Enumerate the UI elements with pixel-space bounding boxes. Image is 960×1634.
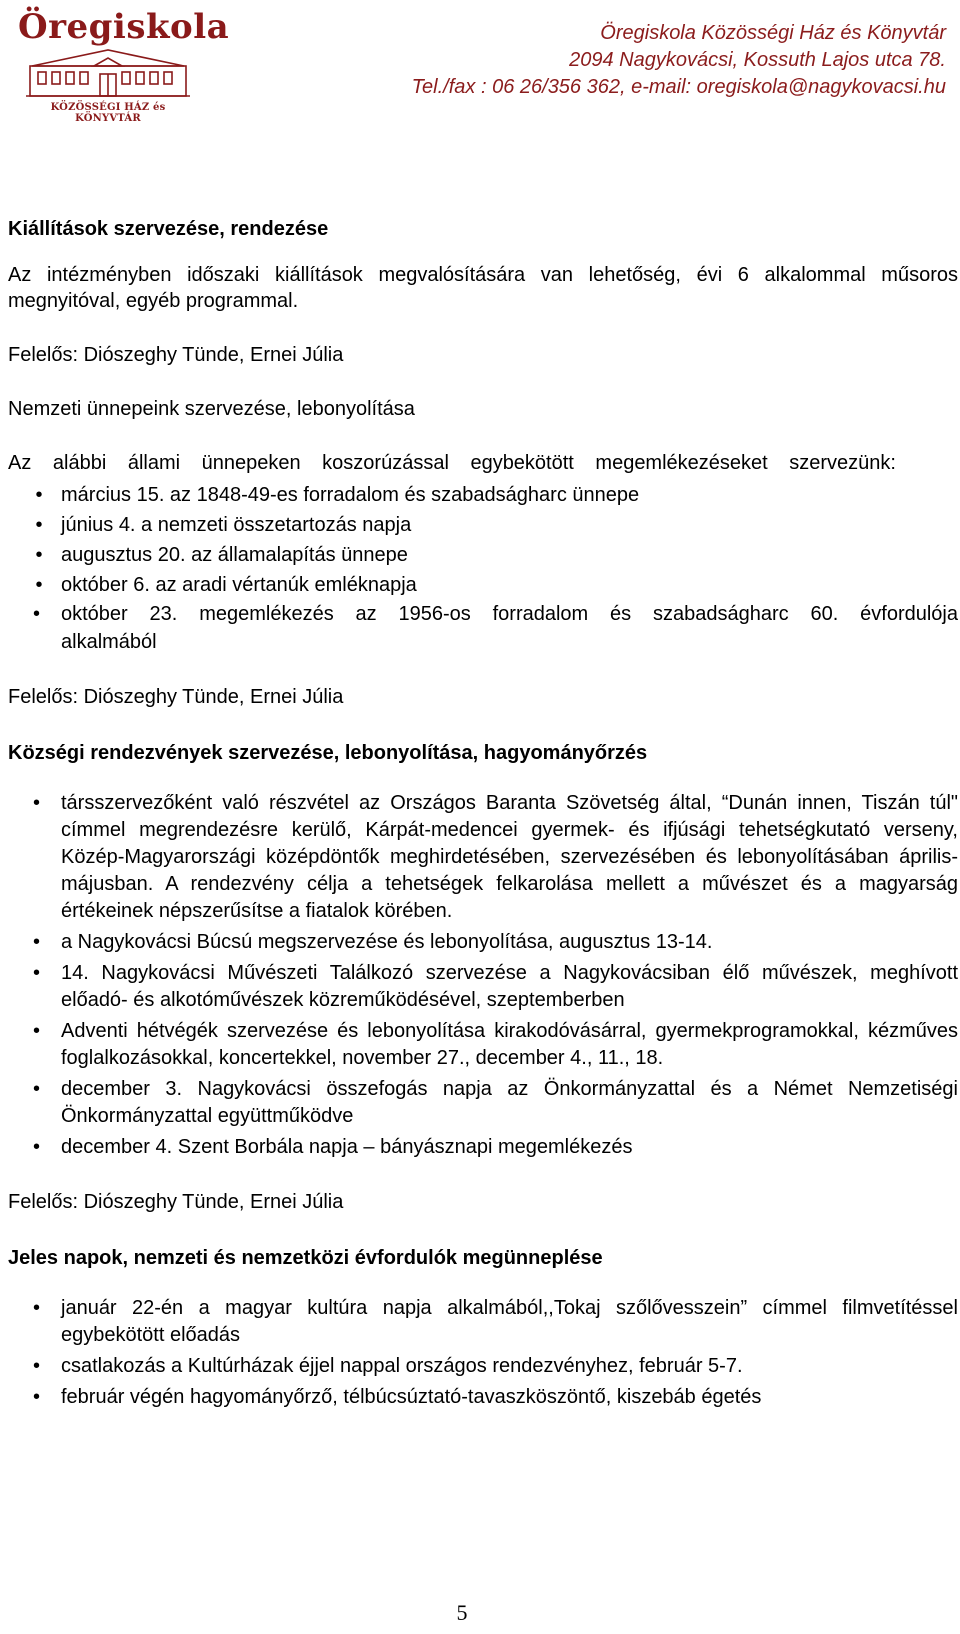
bullet-icon: • [35, 544, 43, 566]
header-address: 2094 Nagykovácsi, Kossuth Lajos utca 78. [569, 49, 946, 71]
section-heading-notable-days: Jeles napok, nemzeti és nemzetközi évfordulók megünneplése [8, 1247, 603, 1269]
list-item: • Adventi hétvégék szervezése és lebonyolítása kirakodóvásárral, gyermekprogramokkal, kézműves foglalkozásokkal, koncertekkel, november 27., december 4., 11., 18. [33, 1020, 958, 1069]
list-item: • január 22-én a magyar kultúra napja alkalmából,,Tokaj szőlővesszein” címmel filmvetítéssel egybekötött előadás [33, 1297, 958, 1346]
national-holidays-responsible: Felelős: Diószeghy Tünde, Ernei Júlia [8, 686, 344, 708]
bullet-icon: • [33, 1355, 41, 1377]
exhibitions-responsible: Felelős: Diószeghy Tünde, Ernei Júlia [8, 344, 344, 366]
bullet-icon: • [33, 1020, 41, 1042]
bullet-icon: • [33, 1386, 41, 1408]
page-number: 5 [456, 1600, 468, 1625]
bullet-icon: • [33, 603, 41, 625]
list-item: • december 3. Nagykovácsi összefogás napja az Önkormányzattal és a Német Nemzetiségi Önkormányzattal együttműködve [33, 1078, 958, 1127]
institution-logo [18, 6, 230, 124]
bullet-icon: • [35, 514, 43, 536]
bullet-icon: • [33, 1078, 41, 1100]
section-heading-village-events: Községi rendezvények szervezése, lebonyolítása, hagyományőrzés [8, 742, 648, 764]
list-item: • február végén hagyományőrző, télbúcsúztató-tavaszköszöntő, kiszebáb égetés [8, 1384, 958, 1411]
bullet-icon: • [33, 792, 41, 814]
exhibitions-paragraph: Az intézményben időszaki kiállítások megvalósítására van lehetőség, évi 6 alkalommal műsoros megnyitóval, egyéb programmal. [8, 264, 958, 312]
section-heading-exhibitions: Kiállítások szervezése, rendezése [8, 218, 329, 240]
logo-title: Öregiskola [18, 7, 230, 47]
header-phone-email: Tel./fax : 06 26/356 362, e-mail: oregiskola@nagykovacsi.hu [411, 76, 946, 98]
bullet-icon: • [33, 962, 41, 984]
header-institution-name: Öregiskola Közösségi Ház és Könyvtár [600, 22, 946, 44]
village-events-list [8, 790, 958, 1161]
document-body [8, 216, 958, 1411]
header-contact-info [412, 20, 946, 101]
bullet-icon: • [35, 574, 43, 596]
list-item: • augusztus 20. az államalapítás ünnepe [8, 540, 958, 570]
village-events-responsible: Felelős: Diószeghy Tünde, Ernei Júlia [8, 1191, 344, 1213]
list-item: • október 23. megemlékezés az 1956-os forradalom és szabadságharc 60. évfordulója alkalmából [8, 600, 958, 656]
list-item: • március 15. az 1848-49-es forradalom és szabadságharc ünnepe [8, 480, 958, 510]
list-item: • október 6. az aradi vértanúk emléknapja [8, 570, 958, 600]
bullet-icon: • [33, 1297, 41, 1319]
building-illustration-icon [22, 46, 194, 100]
national-holidays-list [8, 480, 958, 656]
list-item: • társszervezőként való részvétel az Országos Baranta Szövetség által, “Dunán innen, Tiszán túl" címmel megrendezésre kerülő, Kárpát-medencei gyermek- és ifjúsági tehetségkutató verseny, Közép-Magyarországi középdöntők meghirdetésében, szervezésében és lebonyolításában április-májusban. A rendezvény célja a tehetségek felkarolása mellett a művészet és a magyarság értékeinek népszerűsítse a fiatalok körében. [33, 792, 958, 922]
section-heading-national-holidays: Nemzeti ünnepeink szervezése, lebonyolítása [8, 398, 415, 420]
national-holidays-intro: Az alábbi állami ünnepeken koszorúzással egybekötött megemlékezéseket szervezünk: [8, 452, 896, 474]
list-item: • a Nagykovácsi Búcsú megszervezése és lebonyolítása, augusztus 13-14. [8, 929, 958, 956]
list-item: • csatlakozás a Kultúrházak éjjel nappal országos rendezvényhez, február 5-7. [8, 1353, 958, 1380]
logo-subtitle: KÖZÖSSÉGI HÁZ és KÖNYVTÁR [50, 102, 166, 124]
list-item: • június 4. a nemzeti összetartozás napja [8, 510, 958, 540]
bullet-icon: • [33, 931, 41, 953]
notable-days-list [8, 1295, 958, 1411]
bullet-icon: • [33, 1136, 41, 1158]
bullet-icon: • [35, 484, 43, 506]
list-item: • 14. Nagykovácsi Művészeti Találkozó szervezése a Nagykovácsiban élő művészek, meghívott előadó- és alkotóművészek közreműködésével, szeptemberben [33, 962, 958, 1011]
list-item: • december 4. Szent Borbála napja – bányásznapi megemlékezés [8, 1134, 958, 1161]
